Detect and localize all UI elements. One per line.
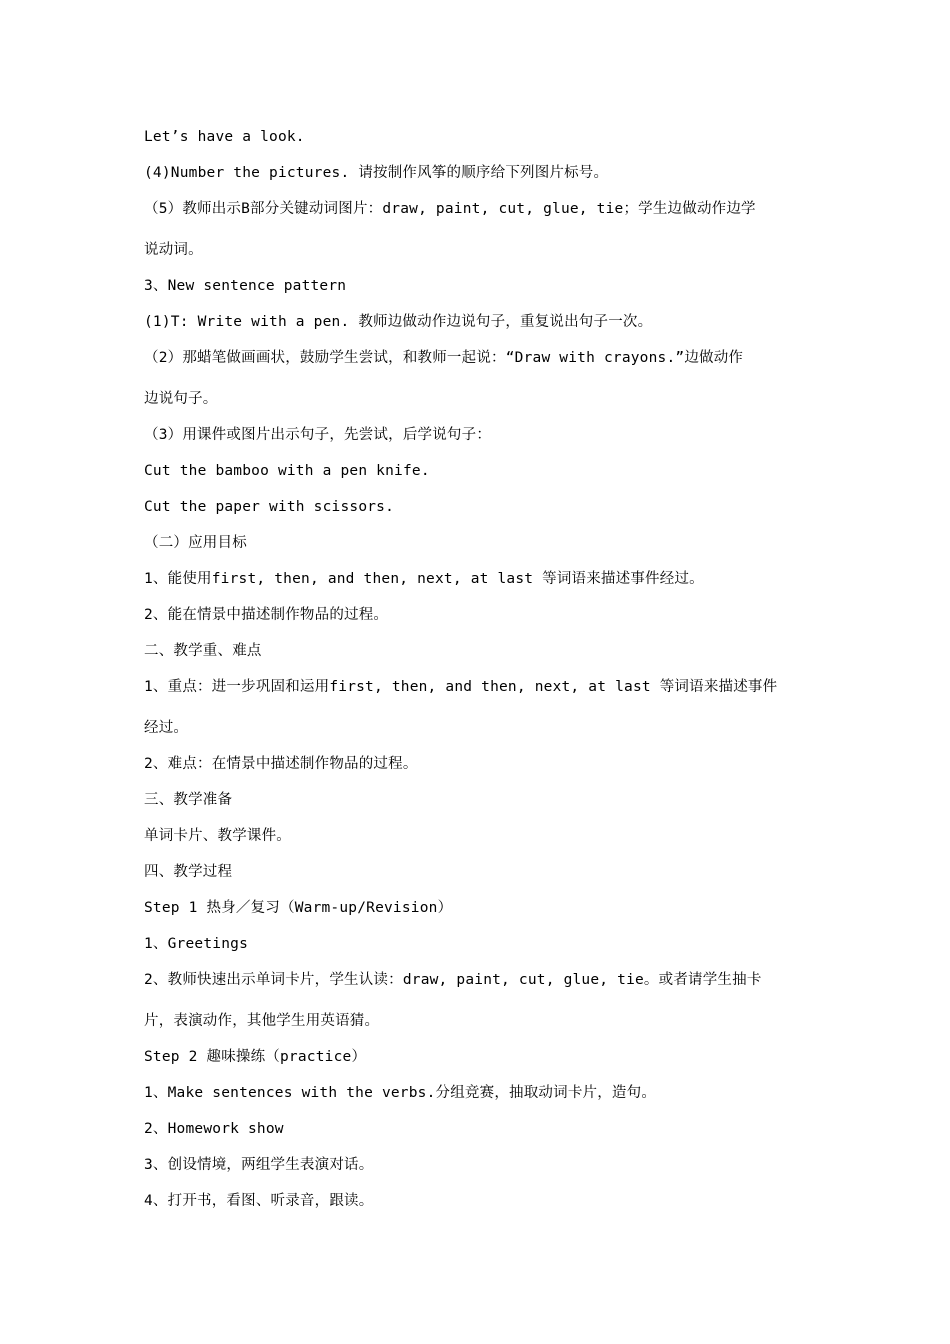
text-line: 4、打开书，看图、听录音，跟读。 [144, 1193, 374, 1209]
section-heading: （二）应用目标 [144, 535, 247, 551]
text-line: 说动词。 [144, 242, 203, 258]
text-line: （2）那蜡笔做画画状，鼓励学生尝试，和教师一起说：“Draw with crayons.”边做动作 [144, 350, 744, 366]
text-line: 经过。 [144, 720, 189, 736]
text-line: 2、能在情景中描述制作物品的过程。 [144, 607, 389, 623]
text-line: （5）教师出示B部分关键动词图片：draw, paint, cut, glue, tie；学生边做动作边学 [144, 201, 756, 217]
text-line: 片，表演动作，其他学生用英语猜。 [144, 1013, 380, 1029]
text-line: Cut the paper with scissors. [144, 499, 395, 515]
text-line: 1、重点：进一步巩固和运用first, then, and then, next, at last 等词语来描述事件 [144, 679, 778, 695]
text-line: （3）用课件或图片出示句子，先尝试，后学说句子： [144, 427, 492, 443]
section-heading: 三、教学准备 [144, 792, 233, 808]
section-heading: 3、New sentence pattern [144, 278, 347, 294]
text-line: 1、Greetings [144, 936, 248, 952]
text-line: 1、能使用first, then, and then, next, at last 等词语来描述事件经过。 [144, 571, 704, 587]
text-line: 2、Homework show [144, 1121, 284, 1137]
text-line: 2、难点：在情景中描述制作物品的过程。 [144, 756, 418, 772]
text-line: 3、创设情境，两组学生表演对话。 [144, 1157, 374, 1173]
text-line: Cut the bamboo with a pen knife. [144, 463, 430, 479]
text-line: 边说句子。 [144, 391, 218, 407]
text-line: Let’s have a look. [144, 129, 305, 145]
text-line: (1)T: Write with a pen. 教师边做动作边说句子，重复说出句子一次。 [144, 314, 653, 330]
section-heading: 四、教学过程 [144, 864, 233, 880]
text-line: 2、教师快速出示单词卡片，学生认读：draw, paint, cut, glue, tie。或者请学生抽卡 [144, 972, 762, 988]
step-heading: Step 1 热身／复习（Warm-up/Revision） [144, 900, 453, 916]
step-heading: Step 2 趣味操练（practice） [144, 1049, 367, 1065]
text-line: 1、Make sentences with the verbs.分组竞赛，抽取动词卡片，造句。 [144, 1085, 657, 1101]
section-heading: 二、教学重、难点 [144, 643, 262, 659]
text-line: (4)Number the pictures. 请按制作风筝的顺序给下列图片标号。 [144, 165, 609, 181]
text-line: 单词卡片、教学课件。 [144, 828, 291, 844]
